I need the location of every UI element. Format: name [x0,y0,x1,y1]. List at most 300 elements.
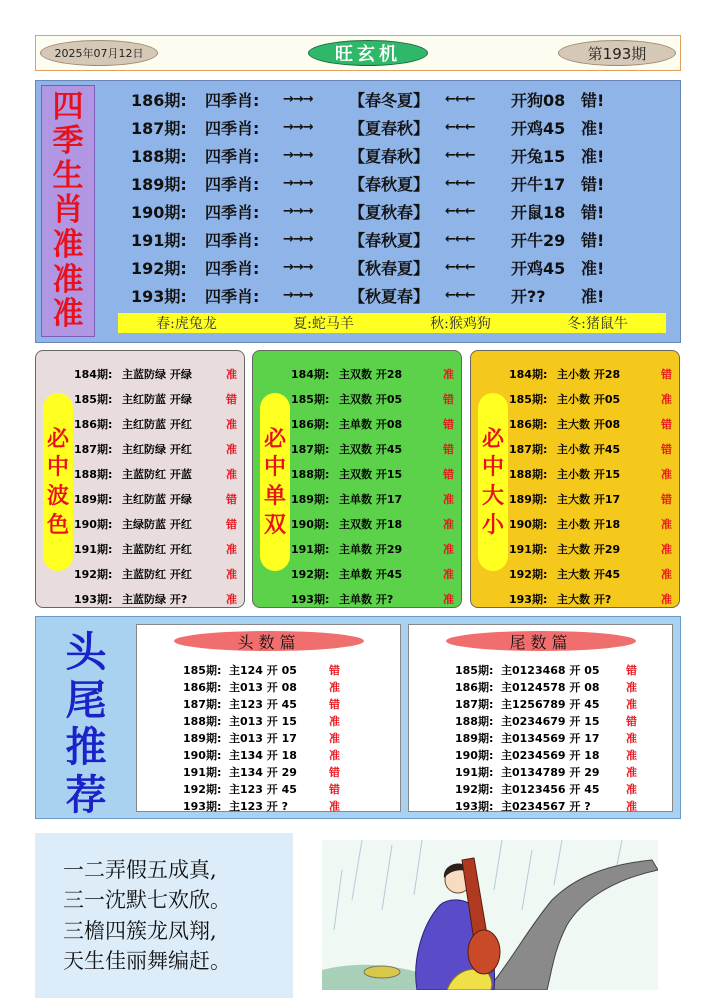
season-row [131,86,611,112]
label-cell: 四季肖: [205,286,260,306]
content-cell: 主蓝防红 开红 [122,567,192,581]
verdict-cell: 准 [443,492,454,506]
result-row [74,586,237,611]
poem-line: 天生佳丽舞编赶。 [63,948,231,973]
head-number-title: 头数篇 [174,631,364,651]
period-cell: 190期: [74,517,113,531]
result-row [137,746,400,763]
content-cell: 主单数 开08 [339,417,403,431]
result-row [291,586,454,611]
odd-even-box [252,350,462,608]
side-title-char: 必 [481,425,504,452]
period-cell: 191期: [509,542,548,556]
result-row [74,511,237,536]
side-title-char: 肖 [52,192,84,229]
content-cell: 主单数 开29 [339,542,403,556]
content-cell: 主0234567 开 ? [501,799,591,813]
label-cell: 四季肖: [205,258,260,278]
period-cell: 188期: [131,146,187,166]
verdict-cell: 错 [661,492,672,506]
content-cell: 主双数 开05 [339,392,403,406]
result-cell: 开鸡45 [511,118,566,138]
period-cell: 187期: [291,442,330,456]
result-cell: 开牛17 [511,174,566,194]
zodiac-bracket: 【春秋夏】 [349,230,430,250]
date-badge: 2025年07月12日 [40,40,158,66]
verdict-cell: 准 [661,392,672,406]
result-row [291,461,454,486]
result-row [137,678,400,695]
period-cell: 185期: [455,663,494,677]
poem-line: 一二弄假五成真, [63,857,217,882]
result-row [291,386,454,411]
verdict-cell: 错 [626,663,637,677]
result-row [409,729,672,746]
content-cell: 主小数 开18 [557,517,621,531]
period-cell: 190期: [131,202,187,222]
content-cell: 主红防蓝 开绿 [122,492,192,506]
period-cell: 193期: [74,592,113,606]
content-cell: 主蓝防绿 开? [122,592,188,606]
verdict-cell: 准 [661,467,672,481]
tail-number-title: 尾数篇 [446,631,636,651]
season-row [131,170,611,196]
side-title-char: 色 [46,511,69,538]
verdict-cell: 错 [661,417,672,431]
period-cell: 192期: [74,567,113,581]
label-cell: 四季肖: [205,174,260,194]
legend-autumn: 秋:猴鸡狗 [430,316,491,332]
period-cell: 189期: [291,492,330,506]
period-cell: 186期: [183,680,222,694]
period-cell: 188期: [74,467,113,481]
side-title-char: 波 [46,483,69,509]
zodiac-bracket: 【秋春夏】 [349,258,430,278]
period-cell: 189期: [183,731,222,745]
head-tail-side-title [50,629,122,819]
legend-summer: 夏:蛇马羊 [293,316,354,332]
legend-spring: 春:虎兔龙 [156,316,217,332]
period-cell: 187期: [509,442,548,456]
season-legend [118,313,666,333]
season-row [131,142,611,168]
verdict-cell: 错 [626,714,637,728]
arrow-in-cell: →→→ [283,147,313,163]
verdict-cell: 准 [443,367,454,381]
verdict-cell: 准 [329,799,340,813]
arrow-out-cell: ←←← [445,175,475,191]
side-title-char: 四 [52,88,84,125]
content-cell: 主红防绿 开红 [122,442,192,456]
poem-line: 三檐四簇龙凤翔, [63,918,217,943]
label-cell: 四季肖: [205,202,260,222]
result-row [74,486,237,511]
result-row [509,561,672,586]
head-number-rows [137,661,400,814]
period-cell: 187期: [455,697,494,711]
period-cell: 191期: [291,542,330,556]
head-tail-section [35,616,681,819]
label-cell: 四季肖: [205,146,260,166]
verdict-cell: 错! [581,90,605,110]
period-cell: 193期: [183,799,222,813]
arrow-out-cell: ←←← [445,119,475,135]
big-small-box [470,350,680,608]
poem-box [35,833,293,998]
side-title-char: 中 [263,454,286,481]
result-row [74,561,237,586]
pipa-player-illustration [322,840,658,990]
content-cell: 主红防蓝 开红 [122,417,192,431]
result-row [137,729,400,746]
verdict-cell: 准 [661,517,672,531]
result-row [74,411,237,436]
content-cell: 主红防蓝 开绿 [122,392,192,406]
season-row [131,282,611,308]
content-cell: 主蓝防红 开红 [122,542,192,556]
verdict-cell: 准! [581,146,605,166]
verdict-cell: 准 [443,567,454,581]
verdict-cell: 错 [661,442,672,456]
verdict-cell: 准 [329,748,340,762]
period-cell: 192期: [131,258,187,278]
period-cell: 191期: [74,542,113,556]
verdict-cell: 错 [443,467,454,481]
period-cell: 193期: [291,592,330,606]
verdict-cell: 准 [661,567,672,581]
arrow-in-cell: →→→ [283,91,313,107]
period-cell: 190期: [183,748,222,762]
odd-even-side-title [260,393,290,571]
big-small-side-title [478,393,508,571]
side-title-char: 荐 [65,770,107,819]
verdict-cell: 准! [581,258,605,278]
arrow-in-cell: →→→ [283,175,313,191]
arrow-in-cell: →→→ [283,203,313,219]
content-cell: 主双数 开45 [339,442,403,456]
season-row [131,114,611,140]
result-row [509,461,672,486]
period-cell: 191期: [183,765,222,779]
content-cell: 主大数 开17 [557,492,621,506]
content-cell: 主0123468 开 05 [501,663,600,677]
content-cell: 主小数 开28 [557,367,621,381]
period-cell: 190期: [509,517,548,531]
period-cell: 193期: [455,799,494,813]
arrow-in-cell: →→→ [283,259,313,275]
verdict-cell: 准 [661,592,672,606]
content-cell: 主1256789 开 45 [501,697,600,711]
result-cell: 开狗08 [511,90,566,110]
content-cell: 主大数 开45 [557,567,621,581]
result-row [291,411,454,436]
arrow-out-cell: ←←← [445,147,475,163]
period-cell: 193期: [509,592,548,606]
content-cell: 主双数 开28 [339,367,403,381]
header-bar [35,35,681,71]
result-row [291,511,454,536]
verdict-cell: 错 [329,697,340,711]
arrow-in-cell: →→→ [283,287,313,303]
content-cell: 主绿防蓝 开红 [122,517,192,531]
season-row [131,226,611,252]
content-cell: 主123 开 ? [229,799,289,813]
verdict-cell: 准 [626,799,637,813]
period-cell: 190期: [455,748,494,762]
result-row [409,695,672,712]
side-title-char: 头 [65,628,107,676]
tail-number-card [408,624,673,812]
result-row [74,361,237,386]
content-cell: 主0123456 开 45 [501,782,600,796]
result-cell: 开鸡45 [511,258,566,278]
page-title: 旺玄机 [308,40,428,66]
arrow-in-cell: →→→ [283,119,313,135]
result-row [291,561,454,586]
result-row [291,361,454,386]
verdict-cell: 准 [329,731,340,745]
arrow-out-cell: ←←← [445,287,475,303]
verdict-cell: 准 [226,542,237,556]
result-row [137,797,400,814]
content-cell: 主0234679 开 15 [501,714,600,728]
side-title-char: 中 [46,454,69,481]
result-row [74,386,237,411]
verdict-cell: 错 [226,517,237,531]
period-cell: 185期: [291,392,330,406]
arrow-out-cell: ←←← [445,91,475,107]
four-seasons-side-title [41,85,95,337]
content-cell: 主0234569 开 18 [501,748,600,762]
period-cell: 189期: [131,174,187,194]
result-cell: 开?? [511,286,546,306]
content-cell: 主蓝防红 开蓝 [122,467,192,481]
label-cell: 四季肖: [205,230,260,250]
content-cell: 主134 开 29 [229,765,297,779]
result-cell: 开牛29 [511,230,566,250]
verdict-cell: 错! [581,202,605,222]
side-title-char: 必 [46,425,69,452]
content-cell: 主双数 开15 [339,467,403,481]
verdict-cell: 准 [226,592,237,606]
verdict-cell: 准 [661,542,672,556]
result-row [291,486,454,511]
arrow-out-cell: ←←← [445,231,475,247]
result-cell: 开兔15 [511,146,566,166]
verdict-cell: 准 [443,517,454,531]
content-cell: 主小数 开15 [557,467,621,481]
result-row [74,436,237,461]
period-cell: 189期: [509,492,548,506]
result-row [137,695,400,712]
content-cell: 主单数 开45 [339,567,403,581]
label-cell: 四季肖: [205,90,260,110]
verdict-cell: 错! [581,174,605,194]
result-row [74,461,237,486]
content-cell: 主大数 开? [557,592,612,606]
period-cell: 184期: [509,367,548,381]
content-cell: 主123 开 45 [229,782,297,796]
result-cell: 开鼠18 [511,202,566,222]
arrow-in-cell: →→→ [283,231,313,247]
period-cell: 193期: [131,286,187,306]
period-cell: 186期: [455,680,494,694]
period-cell: 188期: [183,714,222,728]
verdict-cell: 准 [226,442,237,456]
four-seasons-section [35,80,681,343]
side-title-char: 准 [52,227,84,264]
side-title-char: 大 [481,483,504,509]
verdict-cell: 准 [226,417,237,431]
result-row [291,436,454,461]
wave-color-box [35,350,245,608]
result-row [509,361,672,386]
content-cell: 主0124578 开 08 [501,680,600,694]
side-title-char: 必 [263,425,286,452]
pipa-body [468,930,500,974]
content-cell: 主134 开 18 [229,748,297,762]
zodiac-bracket: 【夏春秋】 [349,118,430,138]
verdict-cell: 错! [581,230,605,250]
verdict-cell: 错 [329,765,340,779]
period-cell: 192期: [455,782,494,796]
period-cell: 187期: [131,118,187,138]
content-cell: 主124 开 05 [229,663,297,677]
arrow-out-cell: ←←← [445,203,475,219]
verdict-cell: 错 [329,782,340,796]
verdict-cell: 准 [226,367,237,381]
wave-color-side-title [43,393,73,571]
side-title-char: 单 [263,483,286,509]
wave-color-rows [74,361,237,611]
verdict-cell: 准 [626,748,637,762]
verdict-cell: 准 [626,782,637,796]
period-cell: 186期: [509,417,548,431]
result-row [509,536,672,561]
verdict-cell: 准! [581,286,605,306]
zodiac-bracket: 【春冬夏】 [349,90,430,110]
verdict-cell: 准 [226,467,237,481]
content-cell: 主双数 开18 [339,517,403,531]
period-cell: 191期: [455,765,494,779]
content-cell: 主0134569 开 17 [501,731,600,745]
content-cell: 主单数 开? [339,592,394,606]
result-row [409,780,672,797]
side-title-char: 准 [52,296,84,333]
period-cell: 185期: [509,392,548,406]
label-cell: 四季肖: [205,118,260,138]
verdict-cell: 准! [581,118,605,138]
period-cell: 184期: [291,367,330,381]
result-row [409,712,672,729]
period-cell: 186期: [74,417,113,431]
zodiac-bracket: 【夏春秋】 [349,146,430,166]
result-row [409,763,672,780]
verdict-cell: 错 [443,417,454,431]
side-title-char: 双 [263,511,286,538]
head-number-card [136,624,401,812]
result-row [409,661,672,678]
verdict-cell: 准 [443,542,454,556]
verdict-cell: 错 [661,367,672,381]
result-row [291,536,454,561]
result-row [137,661,400,678]
verdict-cell: 准 [329,714,340,728]
result-row [137,780,400,797]
period-cell: 189期: [455,731,494,745]
period-cell: 192期: [291,567,330,581]
legend-winter: 冬:猪鼠牛 [567,316,628,332]
period-cell: 189期: [74,492,113,506]
content-cell: 主0134789 开 29 [501,765,600,779]
content-cell: 主小数 开05 [557,392,621,406]
result-row [509,486,672,511]
issue-badge: 第193期 [558,40,676,66]
period-cell: 187期: [183,697,222,711]
season-row [131,254,611,280]
period-cell: 188期: [291,467,330,481]
period-cell: 185期: [183,663,222,677]
period-cell: 187期: [74,442,113,456]
poem-line: 三一沈默七欢欣。 [63,888,231,913]
result-row [509,511,672,536]
result-row [509,386,672,411]
verdict-cell: 错 [443,442,454,456]
content-cell: 主013 开 15 [229,714,297,728]
verdict-cell: 错 [226,492,237,506]
result-row [509,586,672,611]
period-cell: 184期: [74,367,113,381]
season-row [131,198,611,224]
verdict-cell: 准 [329,680,340,694]
side-title-char: 推 [65,723,107,772]
verdict-cell: 准 [626,680,637,694]
period-cell: 192期: [183,782,222,796]
verdict-cell: 准 [626,697,637,711]
arrow-out-cell: ←←← [445,259,475,275]
period-cell: 192期: [509,567,548,581]
period-cell: 186期: [131,90,187,110]
result-row [74,536,237,561]
content-cell: 主123 开 45 [229,697,297,711]
period-cell: 190期: [291,517,330,531]
odd-even-rows [291,361,454,611]
period-cell: 188期: [455,714,494,728]
side-title-char: 季 [52,123,84,160]
period-cell: 185期: [74,392,113,406]
period-cell: 191期: [131,230,187,250]
result-row [509,411,672,436]
flowers [364,966,400,978]
verdict-cell: 准 [443,592,454,606]
result-row [409,746,672,763]
side-title-char: 生 [52,157,84,194]
zodiac-bracket: 【秋夏春】 [349,286,430,306]
verdict-cell: 错 [329,663,340,677]
verdict-cell: 准 [226,567,237,581]
side-title-char: 尾 [65,675,107,724]
side-title-char: 中 [481,454,504,481]
content-cell: 主单数 开17 [339,492,403,506]
verdict-cell: 错 [226,392,237,406]
side-title-char: 小 [481,511,504,538]
content-cell: 主013 开 17 [229,731,297,745]
content-cell: 主大数 开29 [557,542,621,556]
content-cell: 主小数 开45 [557,442,621,456]
verdict-cell: 准 [626,765,637,779]
big-small-rows [509,361,672,611]
zodiac-bracket: 【夏秋春】 [349,202,430,222]
